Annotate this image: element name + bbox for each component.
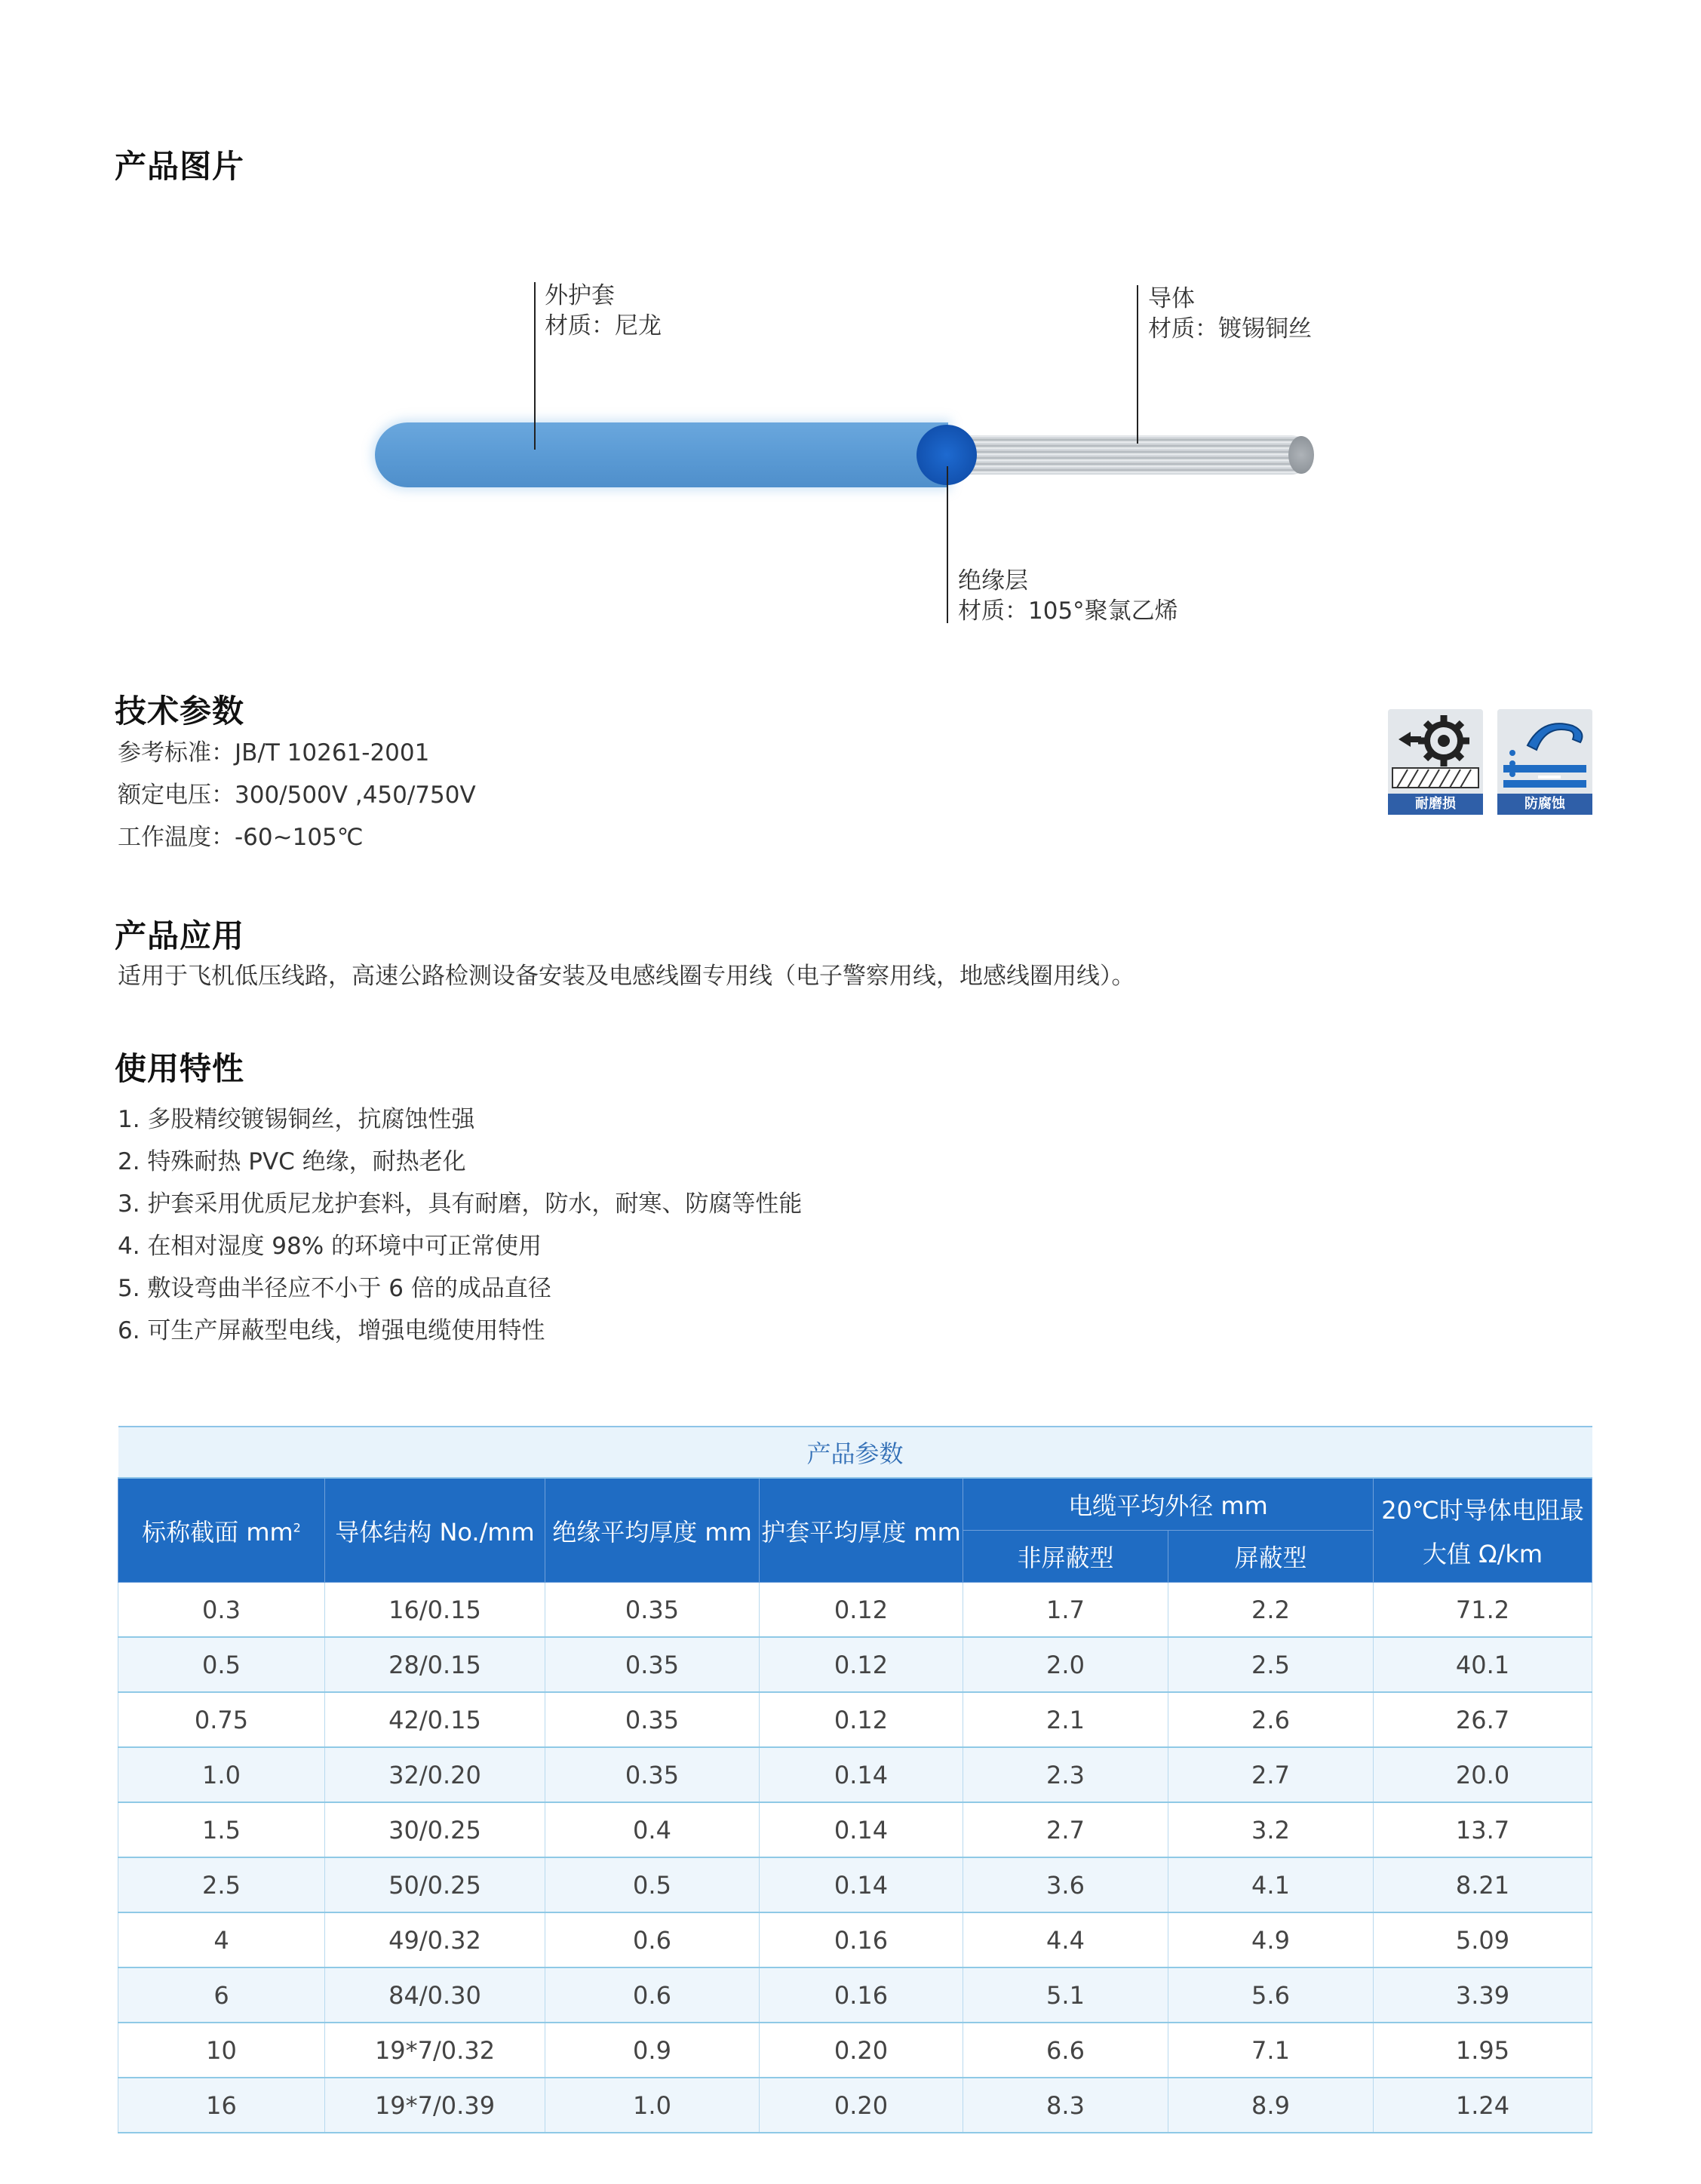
table-cell: 0.20	[760, 2078, 963, 2133]
table-cell: 1.5	[118, 1802, 325, 1857]
table-cell: 10	[118, 2023, 325, 2078]
table-cell: 2.5	[1168, 1637, 1374, 1692]
table-cell: 0.5	[118, 1637, 325, 1692]
insulation-callout	[958, 566, 1178, 626]
table-cell: 5.6	[1168, 1967, 1374, 2023]
gear-icon	[1388, 709, 1483, 794]
wear-resistant-badge	[1388, 709, 1483, 815]
table-cell: 1.0	[118, 1747, 325, 1802]
table-cell: 71.2	[1374, 1583, 1592, 1638]
table-cell: 42/0.15	[325, 1692, 545, 1747]
table-cell: 28/0.15	[325, 1637, 545, 1692]
insulation-callout-line	[947, 466, 948, 623]
table-cell: 2.3	[963, 1747, 1168, 1802]
feature-item: 2. 特殊耐热 PVC 绝缘，耐热老化	[118, 1148, 466, 1175]
pipe-drop-icon	[1497, 709, 1592, 794]
table-cell: 0.12	[760, 1637, 963, 1692]
table-cell: 0.35	[545, 1583, 760, 1638]
anti-corrosion-badge	[1497, 709, 1592, 815]
section-title-tech-params: 技术参数	[115, 693, 245, 730]
header-unshielded: 非屏蔽型	[963, 1531, 1168, 1583]
table-cell: 2.6	[1168, 1692, 1374, 1747]
table-row	[118, 1637, 1592, 1692]
table-cell: 3.6	[963, 1857, 1168, 1912]
table-cell: 32/0.20	[325, 1747, 545, 1802]
table-row	[118, 1802, 1592, 1857]
table-cell: 5.1	[963, 1967, 1168, 2023]
feature-item: 4. 在相对湿度 98% 的环境中可正常使用	[118, 1233, 542, 1260]
table-cell: 0.14	[760, 1802, 963, 1857]
table-row	[118, 1857, 1592, 1912]
table-caption: 产品参数	[118, 1427, 1592, 1478]
feature-item: 6. 可生产屏蔽型电线，增强电缆使用特性	[118, 1317, 545, 1344]
table-cell: 0.6	[545, 1912, 760, 1967]
table-cell: 1.95	[1374, 2023, 1592, 2078]
table-cell: 8.3	[963, 2078, 1168, 2133]
table-cell: 0.12	[760, 1583, 963, 1638]
anti-corrosion-label: 防腐蚀	[1497, 794, 1592, 815]
table-cell: 2.7	[1168, 1747, 1374, 1802]
table-cell: 0.14	[760, 1857, 963, 1912]
table-cell: 20.0	[1374, 1747, 1592, 1802]
table-cell: 8.21	[1374, 1857, 1592, 1912]
header-insulation: 绝缘平均厚度 mm	[545, 1478, 760, 1583]
table-cell: 1.24	[1374, 2078, 1592, 2133]
jacket-label: 外护套	[545, 282, 615, 309]
table-cell: 2.5	[118, 1857, 325, 1912]
tech-standard: 参考标准：JB/T 10261-2001	[118, 739, 430, 766]
table-cell: 30/0.25	[325, 1802, 545, 1857]
table-cell: 6.6	[963, 2023, 1168, 2078]
table-cell: 0.9	[545, 2023, 760, 2078]
table-cell: 19*7/0.39	[325, 2078, 545, 2133]
table-cell: 4.1	[1168, 1857, 1374, 1912]
table-cell: 6	[118, 1967, 325, 2023]
table-cell: 0.16	[760, 1912, 963, 1967]
table-cell: 13.7	[1374, 1802, 1592, 1857]
table-cell: 0.35	[545, 1637, 760, 1692]
table-row	[118, 1967, 1592, 2023]
header-shielded: 屏蔽型	[1168, 1531, 1374, 1583]
table-cell: 2.2	[1168, 1583, 1374, 1638]
table-row	[118, 2078, 1592, 2133]
table-cell: 0.20	[760, 2023, 963, 2078]
table-cell: 3.39	[1374, 1967, 1592, 2023]
table-cell: 4.9	[1168, 1912, 1374, 1967]
table-cell: 4.4	[963, 1912, 1168, 1967]
table-cell: 19*7/0.32	[325, 2023, 545, 2078]
conductor-material: 材质：镀锡铜丝	[1148, 315, 1312, 342]
jacket-material: 材质：尼龙	[545, 312, 662, 339]
application-text: 适用于飞机低压线路，高速公路检测设备安装及电感线圈专用线（电子警察用线，地感线圈用线）。	[118, 963, 1135, 990]
table-cell: 3.2	[1168, 1802, 1374, 1857]
table-cell: 2.1	[963, 1692, 1168, 1747]
table-cell: 0.4	[545, 1802, 760, 1857]
table-cell: 2.0	[963, 1637, 1168, 1692]
table-row	[118, 1747, 1592, 1802]
header-section: 标称截面 $mm^2$	[118, 1478, 325, 1583]
features-list	[118, 1098, 802, 1352]
table-cell: 84/0.30	[325, 1967, 545, 2023]
tech-params	[118, 732, 476, 859]
cable-jacket-image	[375, 422, 948, 487]
cable-conductor-end-image	[1288, 436, 1314, 474]
table-cell: 1.7	[963, 1583, 1168, 1638]
table-cell: 16	[118, 2078, 325, 2133]
conductor-callout-line	[1137, 285, 1138, 444]
table-cell: 5.09	[1374, 1912, 1592, 1967]
table-cell: 50/0.25	[325, 1857, 545, 1912]
header-outer-diameter: 电缆平均外径 mm	[963, 1478, 1374, 1531]
table-cell: 40.1	[1374, 1637, 1592, 1692]
jacket-callout-line	[534, 282, 536, 450]
insulation-material: 材质：105°聚氯乙烯	[958, 597, 1178, 625]
table-cell: 0.12	[760, 1692, 963, 1747]
feature-item: 3. 护套采用优质尼龙护套料，具有耐磨，防水，耐寒、防腐等性能	[118, 1190, 803, 1218]
table-cell: 0.6	[545, 1967, 760, 2023]
header-jacket: 护套平均厚度 mm	[760, 1478, 963, 1583]
table-row	[118, 1912, 1592, 1967]
section-title-product-picture: 产品图片	[115, 148, 245, 185]
table-cell: 0.5	[545, 1857, 760, 1912]
table-row	[118, 2023, 1592, 2078]
cable-conductor-image	[956, 435, 1311, 475]
section-title-features: 使用特性	[115, 1050, 245, 1087]
feature-item: 1. 多股精绞镀锡铜丝，抗腐蚀性强	[118, 1106, 475, 1133]
insulation-label: 绝缘层	[958, 567, 1028, 594]
jacket-callout	[545, 281, 662, 341]
table-cell: 8.9	[1168, 2078, 1374, 2133]
table-cell: 4	[118, 1912, 325, 1967]
table-cell: 0.35	[545, 1747, 760, 1802]
table-cell: 0.35	[545, 1692, 760, 1747]
wear-resistant-label: 耐磨损	[1388, 794, 1483, 815]
table-cell: 2.7	[963, 1802, 1168, 1857]
header-resistance: 20℃时导体电阻最 大值 Ω/km	[1374, 1478, 1592, 1583]
table-cell: 49/0.32	[325, 1912, 545, 1967]
table-cell: 26.7	[1374, 1692, 1592, 1747]
table-row	[118, 1692, 1592, 1747]
table-row	[118, 1583, 1592, 1638]
header-section-sup: 2	[293, 1519, 301, 1534]
table-cell: 0.3	[118, 1583, 325, 1638]
conductor-callout	[1148, 284, 1312, 344]
table-cell: 0.16	[760, 1967, 963, 2023]
table-cell: 1.0	[545, 2078, 760, 2133]
product-params-table	[118, 1426, 1592, 2133]
tech-temperature: 工作温度：-60~105℃	[118, 824, 364, 851]
section-title-application: 产品应用	[115, 917, 245, 954]
table-cell: 0.75	[118, 1692, 325, 1747]
table-cell: 0.14	[760, 1747, 963, 1802]
conductor-label: 导体	[1148, 285, 1195, 312]
table-body	[118, 1583, 1592, 2133]
tech-voltage: 额定电压：300/500V ,450/750V	[118, 782, 476, 809]
header-structure: 导体结构 No./mm	[325, 1478, 545, 1583]
table-cell: 16/0.15	[325, 1583, 545, 1638]
table-cell: 7.1	[1168, 2023, 1374, 2078]
feature-item: 5. 敷设弯曲半径应不小于 6 倍的成品直径	[118, 1275, 551, 1302]
